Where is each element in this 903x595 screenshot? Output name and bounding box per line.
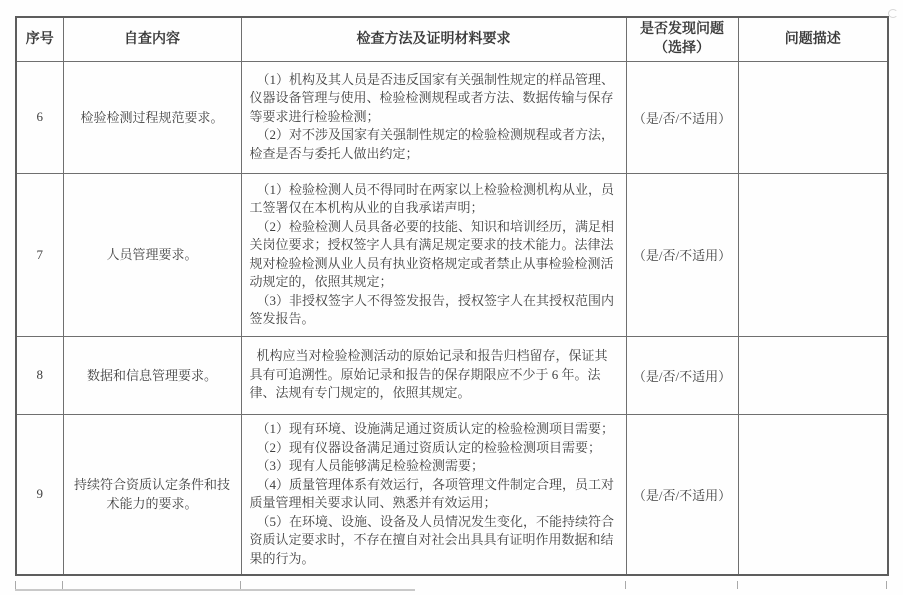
table-header: [16, 17, 888, 61]
self-check-content-cell: 人员管理要求。: [63, 173, 241, 336]
inspection-method-cell: [241, 414, 626, 575]
method-item: （1）机构及其人员是否违反国家有关强制性规定的样品管理、仪器设备管理与使用、检验检测规程或者方法、数据传输与保存等要求进行检验检测；: [249, 71, 615, 124]
problem-description-cell: [738, 173, 888, 336]
header-row: [16, 17, 888, 61]
serial-number-cell: 7: [16, 173, 63, 336]
cutoff-column-line: [737, 581, 738, 589]
serial-number-cell: 8: [16, 336, 63, 414]
cutoff-column-line: [15, 581, 16, 589]
serial-number-cell: 6: [16, 61, 63, 173]
scan-artifact: [888, 9, 898, 18]
method-item: （5）在环境、设施、设备及人员情况发生变化，不能持续符合资质认定要求时，不存在擅自对社会出具具有证明作用数据和结果的行为。: [249, 513, 615, 566]
problem-description-cell: [738, 336, 888, 414]
problem-found-cell: （是/否/不适用）: [626, 336, 738, 414]
problem-description-cell: [738, 61, 888, 173]
method-item: （2）对不涉及国家有关强制性规定的检验检测规程或者方法，检查是否与委托人做出约定；: [249, 127, 615, 161]
cutoff-column-line: [886, 581, 887, 589]
header-problem-found-line1: 是否发现问题: [640, 22, 724, 38]
table-row-8: [16, 336, 888, 414]
table-body: [16, 61, 888, 575]
inspection-method-cell: [241, 173, 626, 336]
method-item: （3）非授权签字人不得签发报告，授权签字人在其授权范围内签发报告。: [249, 292, 615, 326]
method-item: （1）现有环境、设施满足通过资质认定的检验检测项目需要；: [256, 421, 615, 437]
header-inspection-method: [241, 17, 626, 61]
header-self-check-content-label: 自查内容: [124, 31, 180, 47]
method-item: 机构应当对检验检测活动的原始记录和报告归档留存，保证其具有可追溯性。原始记录和报告的保存期限应不少于 6 年。法律、法规有专门规定的，依照其规定。: [249, 348, 608, 401]
problem-description-cell: [738, 414, 888, 575]
table-row-9: [16, 414, 888, 575]
problem-found-cell: （是/否/不适用）: [626, 173, 738, 336]
self-check-content-cell: 检验检测过程规范要求。: [63, 61, 241, 173]
table-row-7: [16, 173, 888, 336]
inspection-method-cell: [241, 61, 626, 173]
cutoff-column-line: [625, 581, 626, 589]
problem-found-cell: （是/否/不适用）: [626, 61, 738, 173]
self-check-content-cell: 持续符合资质认定条件和技术能力的要求。: [63, 414, 241, 575]
self-check-content-cell: 数据和信息管理要求。: [63, 336, 241, 414]
problem-found-cell: （是/否/不适用）: [626, 414, 738, 575]
cutoff-row-top-border: [15, 589, 415, 591]
header-problem-description: [738, 17, 888, 61]
header-serial-number-label: 序号: [25, 31, 54, 47]
cutoff-column-line: [240, 581, 241, 589]
header-serial-number: [16, 17, 63, 61]
self-inspection-table: [15, 16, 889, 576]
method-item: （3）现有人员能够满足检验检测需要；: [256, 458, 485, 474]
cutoff-column-line: [62, 581, 63, 589]
serial-number-cell: 9: [16, 414, 63, 575]
header-self-check-content: [63, 17, 241, 61]
method-item: （2）现有仪器设备满足通过资质认定的检验检测项目需要；: [256, 439, 602, 455]
header-inspection-method-label: 检查方法及证明材料要求: [356, 31, 511, 47]
table-row-6: [16, 61, 888, 173]
method-item: （2）检验检测人员具备必要的技能、知识和培训经历，满足相关岗位要求；授权签字人具有满足规定要求的技术能力。法律法规对检验检测从业人员有执业资格规定或者禁止从事检验检测活动规定的，依照其规定；: [249, 218, 615, 289]
inspection-method-cell: [241, 336, 626, 414]
method-item: （1）检验检测人员不得同时在两家以上检验检测机构从业，员工签署仅在本机构从业的自我承诺声明；: [249, 181, 615, 215]
header-problem-found: [626, 17, 738, 61]
method-item: （4）质量管理体系有效运行，各项管理文件制定合理，员工对质量管理相关要求认同、熟悉并有效运用；: [249, 476, 615, 511]
header-problem-found-line2: （选择）: [654, 41, 710, 57]
header-problem-description-label: 问题描述: [784, 31, 841, 47]
